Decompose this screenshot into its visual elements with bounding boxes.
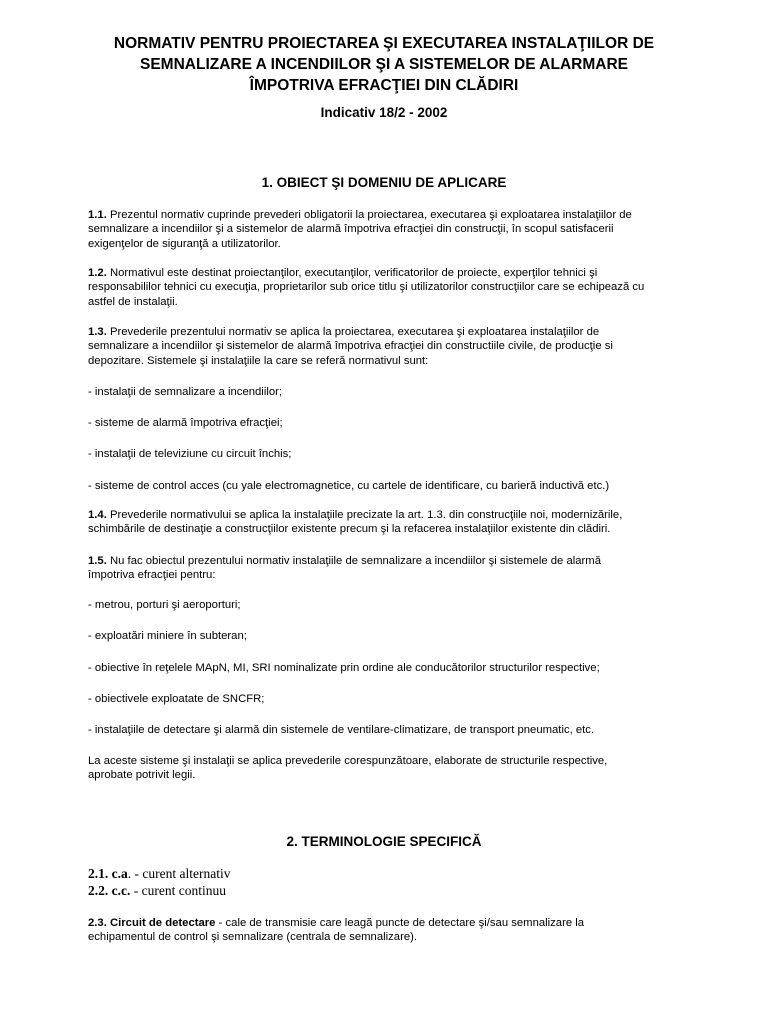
list-item: - instalaţiile de detectare şi alarmă din sistemele de ventilare-climatizare, de transport pneumatic, etc. [88,724,595,736]
paragraph-1-2 [88,266,728,309]
list-item: - obiectivele exploatate de SNCFR; [88,693,265,705]
closing-paragraph [88,754,728,783]
document-title [70,33,698,96]
definition-text: . - curent alternativ [127,866,231,881]
paragraph-1-4 [88,508,728,537]
paragraph-text: astfel de instalaţii. [88,295,178,308]
paragraph-number: 1.2. [88,267,107,279]
list-item: - instalaţii de televiziune cu circuit închis; [88,448,292,460]
paragraph-1-3 [88,325,728,368]
paragraph-1-5 [88,554,728,583]
definition-text: - cale de transmisie care leagă puncte de detectare şi/sau semnalizare la [215,917,585,929]
paragraph-text: exigenţelor de siguranţă a utilizatorilor. [88,237,281,250]
paragraph-text: Nu fac obiectul prezentului normativ instalaţiile de semnalizare a incendiilor şi sistemele de alarmă [106,555,602,567]
definition-term: 2.2. c.c. [88,883,131,898]
section-heading-2: 2. TERMINOLOGIE SPECIFICĂ [286,834,482,849]
title-line: NORMATIV PENTRU PROIECTAREA ŞI EXECUTAREA INSTALAŢIILOR DE [113,35,655,52]
list-item: - instalaţii de semnalizare a incendiilor; [88,386,283,398]
definition-text: - curent continuu [130,883,226,898]
paragraph-text: semnalizare a incendiilor şi a sistemelor de alarmă împotriva efracţiei din construcţii, în scopul satisfacerii [88,223,614,236]
paragraph-number: 1.3. [88,326,107,338]
paragraph-text: responsabililor tehnici cu execuţia, proprietarilor sub orice titlu şi utilizatorilor construcţiilor care se echipează cu [88,281,645,294]
list-item: - exploatări miniere în subteran; [88,630,247,642]
list-item: - sisteme de alarmă împotriva efracţiei; [88,417,283,429]
title-line: SEMNALIZARE A INCENDIILOR ŞI A SISTEMELOR DE ALARMARE [140,56,628,73]
paragraph-text: împotriva efracţiei pentru: [88,569,216,582]
definition-2-2 [88,882,226,899]
paragraph-text: Prezentul normativ cuprinde prevederi obligatorii la proiectarea, executarea şi exploatarea instalaţiilor de [106,209,632,221]
title-line: ÎMPOTRIVA EFRACŢIEI DIN CLĂDIRI [249,77,519,94]
paragraph-text: La aceste sisteme şi instalaţii se aplica prevederile corespunzătoare, elaborate de structurile respective, [88,755,608,767]
paragraph-text: depozitare. Sistemele şi instalaţiile la care se referă normativul sunt: [88,354,429,367]
paragraph-text: aprobate potrivit legii. [88,769,196,782]
list-item: - sisteme de control acces (cu yale electromagnetice, cu cartele de identificare, cu barieră inductivă etc.) [88,480,610,492]
paragraph-number: 1.1. [88,209,107,221]
definition-2-1 [88,865,230,882]
definition-text: echipamentul de control şi semnalizare (centrala de semnalizare). [88,931,418,944]
paragraph-number: 1.5. [88,555,107,567]
definition-term: 2.3. Circuit de detectare [88,917,216,929]
paragraph-1-1 [88,208,728,251]
definition-2-3 [88,916,728,945]
paragraph-text: semnalizare a incendiilor şi sistemelor de alarmă împotriva efracţiei din constructiile civile, de producţie si [88,340,613,353]
section-heading-1: 1. OBIECT ŞI DOMENIU DE APLICARE [261,175,507,190]
definition-term: 2.1. c.a [88,866,128,881]
list-item: - obiective în reţelele MApN, MI, SRI nominalizate prin ordine ale conducătorilor structurilor respective; [88,662,600,674]
document-indicativ: Indicativ 18/2 - 2002 [320,105,448,120]
paragraph-text: Prevederile prezentului normativ se aplica la proiectarea, executarea şi exploatarea instalaţiilor de [106,326,600,338]
paragraph-text: schimbările de destinaţie a construcţiilor existente precum şi la refacerea instalaţiilor existente din clădiri. [88,523,611,536]
paragraph-text: Normativul este destinat proiectanţilor, executanţilor, verificatorilor de proiecte, experţilor tehnici şi [106,267,598,279]
list-item: - metrou, porturi şi aeroporturi; [88,599,241,611]
paragraph-text: Prevederile normativului se aplica la instalaţiile precizate la art. 1.3. din construcţiile noi, modernizările, [106,509,623,521]
paragraph-number: 1.4. [88,509,107,521]
